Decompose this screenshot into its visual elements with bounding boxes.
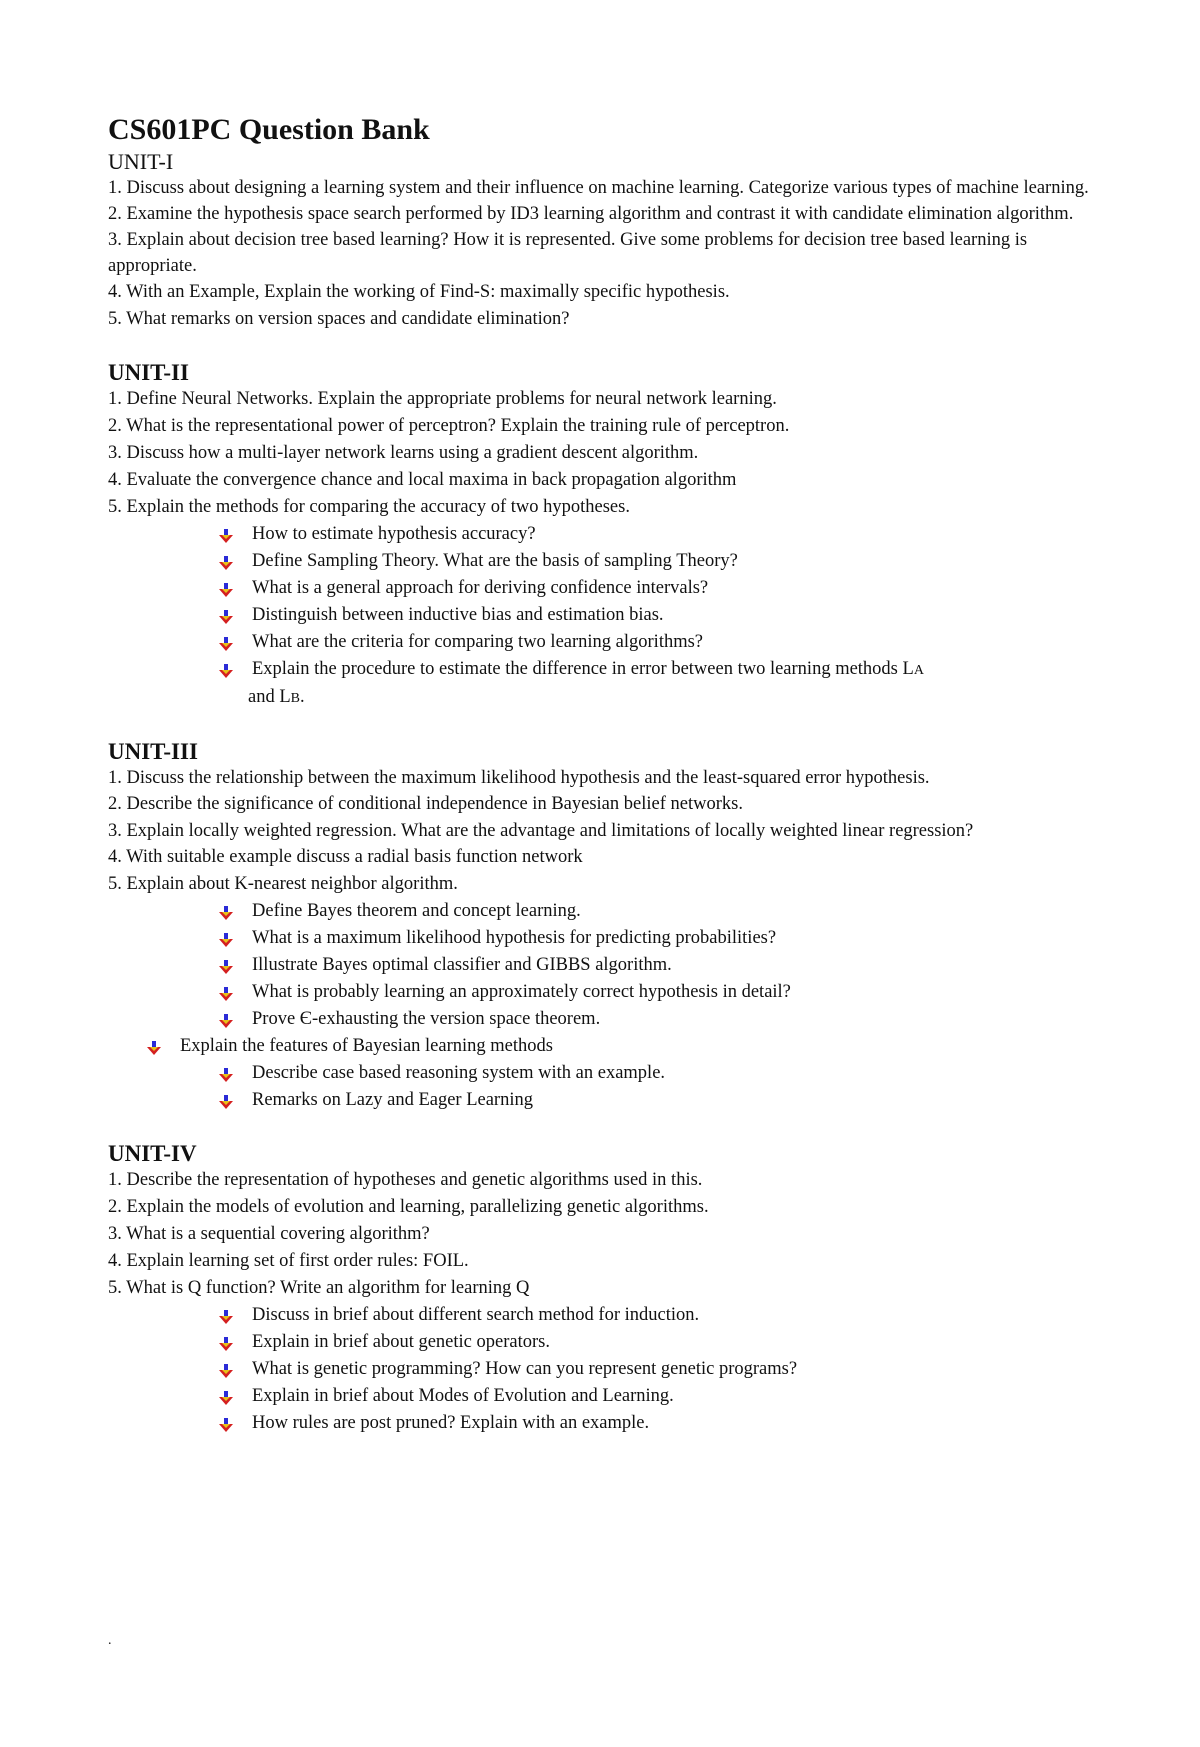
list-item-text: What is genetic programming? How can you represent genetic programs? xyxy=(252,1359,798,1379)
list-item xyxy=(108,656,1118,712)
down-arrow-icon xyxy=(218,1361,234,1377)
list-item-text: Remarks on Lazy and Eager Learning xyxy=(252,1090,533,1110)
list-item-text: Explain the procedure to estimate the difference in error between two learning methods L xyxy=(252,659,914,679)
list-item-text: Prove Є-exhausting the version space theorem. xyxy=(252,1009,601,1029)
down-arrow-icon xyxy=(218,553,234,569)
question: 3. Explain about decision tree based learning? How it is represented. Give some problems for decision tree based learning is appropriate. xyxy=(108,230,1028,276)
question: 4. With suitable example discuss a radial basis function network xyxy=(108,847,583,867)
list-item xyxy=(108,602,1118,629)
down-arrow-icon xyxy=(218,526,234,542)
unit-heading: UNIT-IV xyxy=(108,1141,197,1166)
list-item xyxy=(108,1060,1118,1087)
list-item-text: Describe case based reasoning system with an example. xyxy=(252,1063,666,1083)
list-item-text: Distinguish between inductive bias and estimation bias. xyxy=(252,605,664,625)
unit-4-section xyxy=(108,1140,1118,1437)
down-arrow-icon xyxy=(218,1334,234,1350)
question: 2. What is the representational power of perceptron? Explain the training rule of perceptron. xyxy=(108,416,790,436)
list-item-text: Define Bayes theorem and concept learning. xyxy=(252,901,581,921)
list-item xyxy=(108,925,1118,952)
down-arrow-icon xyxy=(218,1388,234,1404)
question: 5. What remarks on version spaces and candidate elimination? xyxy=(108,309,570,329)
list-item xyxy=(108,1006,1118,1033)
down-arrow-icon xyxy=(218,607,234,623)
question: 3. Discuss how a multi-layer network learns using a gradient descent algorithm. xyxy=(108,443,699,463)
down-arrow-icon xyxy=(218,1065,234,1081)
list-item-text: Define Sampling Theory. What are the basis of sampling Theory? xyxy=(252,551,738,571)
method-label-b: B xyxy=(290,691,300,706)
list-item xyxy=(108,1329,1118,1356)
question: 3. What is a sequential covering algorithm? xyxy=(108,1224,430,1244)
list-item xyxy=(108,952,1118,979)
list-item xyxy=(108,629,1118,656)
list-item xyxy=(108,548,1118,575)
question: 2. Examine the hypothesis space search performed by ID3 learning algorithm and contrast it with candidate elimination algorithm. xyxy=(108,204,1074,224)
list-item xyxy=(108,1383,1118,1410)
list-item-text: . xyxy=(299,687,305,707)
list-item xyxy=(108,575,1118,602)
unit-2-section xyxy=(108,359,1118,712)
question: 1. Discuss the relationship between the maximum likelihood hypothesis and the least-squared error hypothesis. xyxy=(108,768,930,788)
down-arrow-icon xyxy=(218,1415,234,1431)
list-item xyxy=(108,1033,1118,1060)
question: 4. With an Example, Explain the working of Find-S: maximally specific hypothesis. xyxy=(108,282,730,302)
list-item xyxy=(108,1087,1118,1114)
down-arrow-icon xyxy=(218,661,234,677)
list-item xyxy=(108,1302,1118,1329)
down-arrow-icon xyxy=(218,580,234,596)
list-item-text: Explain in brief about Modes of Evolution and Learning. xyxy=(252,1386,674,1406)
question: 1. Discuss about designing a learning system and their influence on machine learning. Categorize various types of machine learning. xyxy=(108,178,1089,198)
list-item-text: What is a maximum likelihood hypothesis for predicting probabilities? xyxy=(252,928,777,948)
down-arrow-icon xyxy=(218,984,234,1000)
sub-question-list xyxy=(108,898,1118,1114)
down-arrow-icon xyxy=(218,903,234,919)
method-label-a: A xyxy=(913,663,924,678)
question: 5. Explain the methods for comparing the accuracy of two hypotheses. xyxy=(108,497,630,517)
list-item-text: Discuss in brief about different search method for induction. xyxy=(252,1305,700,1325)
list-item-text: Explain the features of Bayesian learning methods xyxy=(180,1036,553,1056)
list-item xyxy=(108,979,1118,1006)
question: 4. Evaluate the convergence chance and local maxima in back propagation algorithm xyxy=(108,470,737,490)
page-title: CS601PC Question Bank xyxy=(108,113,430,146)
down-arrow-icon xyxy=(218,1307,234,1323)
sub-question-list xyxy=(108,521,1118,712)
list-item xyxy=(108,1410,1118,1437)
unit-1-section xyxy=(108,148,1118,333)
unit-heading: UNIT-III xyxy=(108,739,198,764)
question: 1. Define Neural Networks. Explain the appropriate problems for neural network learning. xyxy=(108,389,777,409)
list-item xyxy=(108,1356,1118,1383)
list-item-text: What are the criteria for comparing two learning algorithms? xyxy=(252,632,704,652)
unit-heading: UNIT-II xyxy=(108,360,189,385)
question: 1. Describe the representation of hypotheses and genetic algorithms used in this. xyxy=(108,1170,703,1190)
down-arrow-icon xyxy=(218,634,234,650)
list-item-text: How to estimate hypothesis accuracy? xyxy=(252,524,536,544)
question: 5. What is Q function? Write an algorithm for learning Q xyxy=(108,1278,530,1298)
unit-3-section xyxy=(108,738,1118,1114)
down-arrow-icon xyxy=(218,957,234,973)
list-item xyxy=(108,898,1118,925)
list-item-text: Explain in brief about genetic operators. xyxy=(252,1332,550,1352)
down-arrow-icon xyxy=(218,1011,234,1027)
list-item-text: Illustrate Bayes optimal classifier and GIBBS algorithm. xyxy=(252,955,672,975)
question: 2. Explain the models of evolution and learning, parallelizing genetic algorithms. xyxy=(108,1197,709,1217)
list-item-text: What is a general approach for deriving confidence intervals? xyxy=(252,578,709,598)
question: 5. Explain about K-nearest neighbor algorithm. xyxy=(108,874,458,894)
list-item-text: How rules are post pruned? Explain with an example. xyxy=(252,1413,650,1433)
question: 4. Explain learning set of first order rules: FOIL. xyxy=(108,1251,469,1271)
down-arrow-icon xyxy=(218,1092,234,1108)
list-item-text: What is probably learning an approximately correct hypothesis in detail? xyxy=(252,982,791,1002)
question: 2. Describe the significance of conditional independence in Bayesian belief networks. xyxy=(108,794,743,814)
document-page xyxy=(108,108,1118,1437)
unit-heading: UNIT-I xyxy=(108,149,174,174)
list-item-text: and L xyxy=(248,687,291,707)
down-arrow-icon xyxy=(218,930,234,946)
question: 3. Explain locally weighted regression. What are the advantage and limitations of locally weighted linear regression? xyxy=(108,821,974,841)
sub-question-list xyxy=(108,1302,1118,1437)
down-arrow-icon xyxy=(146,1038,162,1054)
footer-mark: . xyxy=(108,1633,112,1648)
list-item xyxy=(108,521,1118,548)
